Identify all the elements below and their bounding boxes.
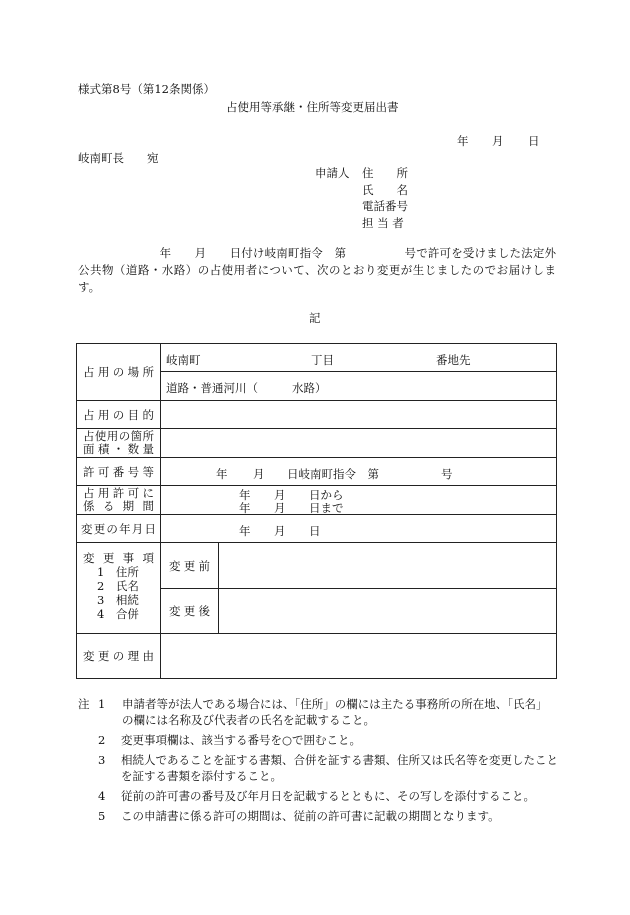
- change-items-label: 変更事項: [83, 551, 154, 565]
- notes-section: [78, 696, 558, 828]
- note-item: 注 1 申請者等が法人である場合には、「住所」の欄には主たる事務所の所在地、「氏名」の欄には名称及び代表者の氏名を記載すること。: [78, 697, 548, 727]
- date-year-label: 年: [457, 134, 469, 148]
- reason-field[interactable]: [161, 634, 557, 679]
- note-item: 2 変更事項欄は、該当する番号を○で囲むこと。: [98, 733, 362, 747]
- note-item: 4 従前の許可書の番号及び年月日を記載するとともに、その写しを添付すること。: [98, 789, 535, 803]
- location-row2: 道路・普通河川（ 水路）: [161, 372, 557, 401]
- after-label: 変更後: [161, 589, 219, 634]
- purpose-field[interactable]: [161, 401, 557, 429]
- ki-heading: 記: [309, 311, 321, 325]
- addressee: 岐南町長 宛: [78, 151, 159, 165]
- reason-label: 変更の理由: [77, 634, 161, 679]
- area-field[interactable]: [161, 429, 557, 458]
- applicant-address-label: 住 所: [362, 166, 408, 180]
- applicant-phone-label: 電話番号: [362, 199, 408, 213]
- area-label: 占使用の箇所 面積・数量: [77, 429, 161, 458]
- form-number: 様式第8号（第12条関係）: [78, 82, 215, 96]
- date-day-label: 日: [528, 134, 540, 148]
- note-item: 3 相続人であることを証する書類、合併を証する書類、住所又は氏名等を変更したことを証する書類を添付すること。: [98, 753, 558, 783]
- change-items-cell: [77, 543, 161, 634]
- period-label: 占用許可に 係る期間: [77, 486, 161, 515]
- permit-label: 許可番号等: [77, 458, 161, 486]
- change-date-field: 年 月 日: [161, 515, 557, 543]
- purpose-label: 占用の目的: [77, 401, 161, 429]
- body-paragraph: 年 月 日付け岐南町指令 第 号で許可を受けました法定外公共物（道路・水路）の占使用者について、次のとおり変更が生じましたのでお届けします。: [78, 246, 556, 294]
- location-label: 占用の場所: [77, 344, 161, 401]
- location-row1: 岐南町 丁目 番地先: [161, 344, 557, 372]
- before-label: 変更前: [161, 543, 219, 589]
- applicant-name-label: 氏 名: [362, 183, 408, 197]
- change-date-label: 変更の年月日: [77, 515, 161, 543]
- change-item-1: 1 住所: [97, 565, 139, 579]
- change-item-3: 3 相続: [97, 593, 139, 607]
- before-field[interactable]: [219, 543, 557, 589]
- note-item: 5 この申請書に係る許可の期間は、従前の許可書に記載の期間となります。: [98, 809, 500, 823]
- permit-field: 年 月 日岐南町指令 第 号: [161, 458, 557, 486]
- change-item-4: 4 合併: [97, 607, 139, 621]
- date-month-label: 月: [492, 134, 504, 148]
- notes-prefix: 注: [78, 697, 90, 711]
- applicant-contact-label: 担 当 者: [362, 216, 404, 230]
- form-table: [76, 343, 557, 679]
- document-title: 占使用等承継・住所等変更届出書: [226, 100, 399, 114]
- period-field: 年 月 日から 年 月 日まで: [161, 486, 557, 515]
- change-item-2: 2 氏名: [97, 579, 139, 593]
- after-field[interactable]: [219, 589, 557, 634]
- applicant-label: 申請人: [315, 166, 350, 180]
